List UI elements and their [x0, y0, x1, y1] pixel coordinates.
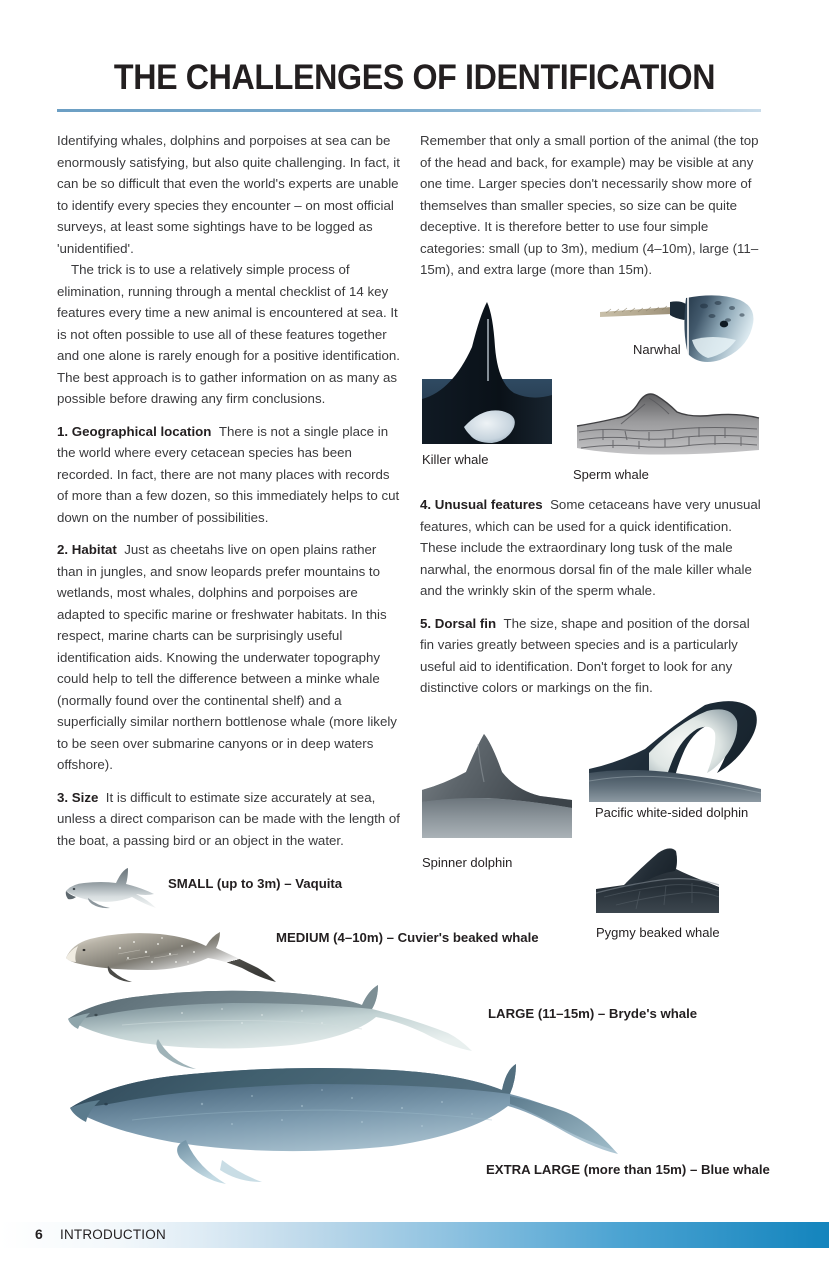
feature-item-2	[57, 539, 402, 776]
figure-label-sperm-whale: Sperm whale	[573, 467, 649, 482]
paragraph-size-categories: Remember that only a small portion of the animal (the top of the head and back, for example) may be visible at any one time. Larger species don't necessarily show more of themselves than smaller species, so size can be quite deceptive. It is therefore better to use four simple categories: small (up to 3m), medium (4–10m), large (11–15m), and extra large (more than 15m).	[420, 133, 759, 277]
title-underline-rule	[57, 109, 761, 112]
brydes-whale-illustration	[62, 977, 482, 1072]
feature-3-body: It is difficult to estimate size accurately at sea, unless a direct comparison can be made with the length of the boat, a passing bird or an object in the water.	[57, 789, 400, 848]
right-text-column-lower	[420, 494, 761, 699]
figure-pacific-white-sided-dolphin	[589, 697, 761, 807]
paragraph-intro-2: The trick is to use a relatively simple process of elimination, running through a mental checklist of 14 key features every time a new animal is encountered at sea. It is not often possible to use all of these features together and one alone is rarely enough for a positive identification. The best approach is to gather information on as many as possible before drawing any firm conclusions.	[57, 262, 400, 406]
feature-2-body: Just as cheetahs live on open plains rather than in jungles, and snow leopards prefer mountains to wetlands, most whales, dolphins and porpoises are adapted to specific marine or freshwater habitats. In this respect, marine charts can be surprisingly useful identification aids. Knowing the underwater topography could help to tell the difference between a minke whale (normally found over the continental shelf) and a superficially similar northern bottlenose whale (more likely to be seen over submarine canyons or in deep waters offshore).	[57, 542, 397, 772]
footer-section-name: INTRODUCTION	[60, 1227, 166, 1242]
figure-vaquita	[62, 864, 167, 921]
size-label-medium: MEDIUM (4–10m) – Cuvier's beaked whale	[276, 930, 539, 945]
pygmy-beaked-whale-fin-illustration	[596, 845, 719, 913]
figure-label-spinner-dolphin: Spinner dolphin	[422, 855, 513, 870]
feature-4-heading: 4. Unusual features	[420, 497, 543, 512]
killer-whale-illustration	[422, 299, 552, 444]
feature-3-heading: 3. Size	[57, 789, 99, 805]
size-label-small: SMALL (up to 3m) – Vaquita	[168, 876, 343, 891]
footer-page-number: 6	[35, 1226, 43, 1242]
vaquita-illustration	[62, 864, 167, 916]
left-text-column	[57, 130, 402, 851]
figure-label-killer-whale: Killer whale	[422, 452, 489, 467]
feature-2-heading: 2. Habitat	[57, 542, 117, 557]
figure-killer-whale	[422, 299, 552, 449]
figure-narwhal	[600, 288, 761, 373]
paragraph-intro-1: Identifying whales, dolphins and porpoises at sea can be enormously satisfying, but also quite challenging. In fact, it can be so difficult that even the world's experts are unable to identify every species they encounter – on most official surveys, at least some sightings have to be logged as 'unidentified'.	[57, 133, 400, 256]
feature-5-heading: 5. Dorsal fin	[420, 615, 497, 631]
pacific-white-sided-dolphin-fin-illustration	[589, 697, 761, 802]
feature-1-heading: 1. Geographical location	[57, 423, 212, 439]
figure-label-pacific-white-sided-dolphin: Pacific white-sided dolphin	[595, 805, 749, 820]
size-label-extra-large: EXTRA LARGE (more than 15m) – Blue whale	[486, 1162, 770, 1177]
size-label-large: LARGE (11–15m) – Bryde's whale	[488, 1006, 698, 1021]
feature-item-3	[57, 787, 402, 852]
page-title: THE CHALLENGES OF IDENTIFICATION	[113, 58, 716, 97]
feature-4-body: Some cetaceans have very unusual features, which can be used for a quick identification. These include the extraordinary long tusk of the male narwhal, the enormous dorsal fin of the male killer whale and the wrinkly skin of the sperm whale.	[420, 497, 761, 598]
feature-5-body: The size, shape and position of the dorsal fin varies greatly between species and is a particularly useful aid to identification. Don't forget to look for any distinctive colors or markings on the fin.	[420, 615, 750, 695]
feature-1-body: There is not a single place in the world where every cetacean species has been recorded. In fact, there are not many places with records of more than a few dozen, so this immediately helps to cut down on the number of possibilities.	[57, 423, 400, 525]
right-text-column	[420, 130, 761, 281]
figure-label-narwhal: Narwhal	[633, 342, 681, 357]
figure-label-pygmy-beaked-whale: Pygmy beaked whale	[596, 925, 720, 940]
figure-pygmy-beaked-whale	[596, 845, 719, 918]
figure-sperm-whale	[573, 388, 761, 461]
feature-item-5	[420, 613, 761, 699]
spinner-dolphin-fin-illustration	[422, 728, 572, 838]
sperm-whale-illustration	[573, 388, 761, 456]
feature-item-1	[57, 421, 402, 529]
figure-spinner-dolphin	[422, 728, 572, 843]
feature-item-4	[420, 494, 761, 602]
